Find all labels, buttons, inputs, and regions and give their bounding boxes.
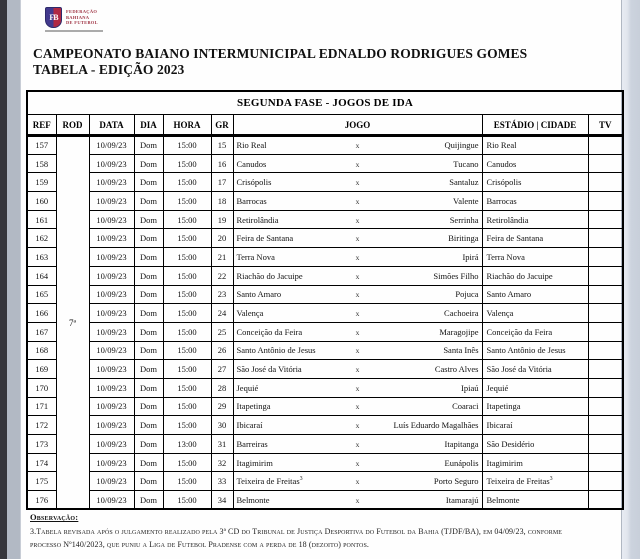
day-cell: Dom: [134, 285, 163, 304]
observacao-note: [30, 526, 624, 551]
ref-cell: 164: [27, 266, 56, 285]
fixture-row: [27, 304, 623, 323]
match-cell: [233, 416, 482, 435]
home-team: Ibicaraí: [236, 420, 263, 431]
stadium-city-cell: Rio Real: [482, 136, 588, 155]
stadium-city-cell: Ibicaraí: [482, 416, 588, 435]
fixture-row: [27, 285, 623, 304]
federation-name-line: DE FUTEBOL: [66, 20, 98, 25]
observacao-note-line-1: 3.Tabela revisada após o julgamento realizado pela 3ª CD do Tribunal de Justiça Desportiva do Futebol da Bahia (TJDF/BA), em 04/09/23, conforme: [30, 527, 563, 536]
day-cell: Dom: [134, 435, 163, 454]
federation-name-line: BAHIANA: [66, 14, 90, 20]
group-cell: 34: [211, 491, 233, 510]
away-team: Ipirá: [462, 251, 479, 262]
stadium-city-cell: Retirolândia: [482, 210, 588, 229]
date-cell: 10/09/23: [89, 266, 134, 285]
away-team: Biritinga: [448, 233, 479, 244]
fixture-row: [27, 248, 623, 267]
ref-cell: 175: [27, 472, 56, 491]
match-cell: [233, 154, 482, 173]
tv-cell: [588, 304, 623, 323]
date-cell: 10/09/23: [89, 173, 134, 192]
day-cell: Dom: [134, 322, 163, 341]
group-cell: 24: [211, 304, 233, 323]
document-title: [33, 46, 527, 77]
time-cell: 15:00: [163, 322, 211, 341]
group-cell: 28: [211, 378, 233, 397]
viewer-right-margin: [622, 0, 640, 559]
group-cell: 17: [211, 173, 233, 192]
home-team: Feira de Santana: [236, 233, 294, 244]
day-cell: Dom: [134, 360, 163, 379]
fixture-row: [27, 453, 623, 472]
match-cell: [233, 210, 482, 229]
versus-mark: x: [355, 234, 360, 244]
federation-name-line: FEDERAÇÃO: [66, 9, 98, 14]
match-cell: [233, 378, 482, 397]
versus-mark: x: [355, 196, 360, 206]
match-cell: [233, 360, 482, 379]
stadium-city-cell: Santo Antônio de Jesus: [482, 341, 588, 360]
time-cell: 15:00: [163, 304, 211, 323]
group-cell: 33: [211, 472, 233, 491]
versus-mark: x: [355, 365, 360, 375]
versus-mark: x: [355, 141, 360, 151]
fixture-row: [27, 229, 623, 248]
away-team: Valente: [453, 195, 479, 206]
away-team: Itapitanga: [444, 438, 479, 449]
col-header-jogo: JOGO: [233, 115, 482, 136]
home-team: Conceição da Feira: [236, 326, 303, 337]
home-team: Retirolândia: [236, 214, 279, 225]
group-cell: 19: [211, 210, 233, 229]
day-cell: Dom: [134, 248, 163, 267]
time-cell: 13:00: [163, 435, 211, 454]
tv-cell: [588, 491, 623, 510]
ref-cell: 160: [27, 192, 56, 211]
home-team: Teixeira de Freitas$^3$: [236, 476, 303, 487]
group-cell: 20: [211, 229, 233, 248]
group-cell: 26: [211, 341, 233, 360]
versus-mark: x: [355, 290, 360, 300]
date-cell: 10/09/23: [89, 360, 134, 379]
time-cell: 15:00: [163, 210, 211, 229]
round-cell: 7ª: [56, 136, 89, 510]
stadium-city-cell: Itapetinga: [482, 397, 588, 416]
time-cell: 15:00: [163, 229, 211, 248]
fixture-row: [27, 341, 623, 360]
away-team: Eunápolis: [444, 457, 479, 468]
date-cell: 10/09/23: [89, 192, 134, 211]
ref-cell: 159: [27, 173, 56, 192]
column-header-row: [27, 115, 623, 136]
ref-cell: 169: [27, 360, 56, 379]
versus-mark: x: [355, 383, 360, 393]
home-team: Belmonte: [236, 494, 270, 505]
ref-cell: 157: [27, 136, 56, 155]
federation-monogram: FB: [49, 13, 58, 22]
away-team: Quijingue: [444, 140, 479, 151]
tv-cell: [588, 322, 623, 341]
group-cell: 23: [211, 285, 233, 304]
match-cell: [233, 491, 482, 510]
phase-banner-row: [27, 91, 623, 115]
match-cell: [233, 322, 482, 341]
fixture-row: [27, 192, 623, 211]
col-header-rod: ROD: [56, 115, 89, 136]
time-cell: 15:00: [163, 378, 211, 397]
away-team: Maragojipe: [439, 326, 479, 337]
phase-banner: SEGUNDA FASE - JOGOS DE IDA: [27, 91, 623, 115]
away-team: Coaraci: [452, 401, 479, 412]
group-cell: 22: [211, 266, 233, 285]
match-cell: [233, 453, 482, 472]
tv-cell: [588, 453, 623, 472]
col-header-ref: REF: [27, 115, 56, 136]
fixture-row: [27, 435, 623, 454]
date-cell: 10/09/23: [89, 229, 134, 248]
ref-cell: 176: [27, 491, 56, 510]
ref-cell: 162: [27, 229, 56, 248]
day-cell: Dom: [134, 304, 163, 323]
group-cell: 31: [211, 435, 233, 454]
group-cell: 15: [211, 136, 233, 155]
match-cell: [233, 173, 482, 192]
col-header-hora: HORA: [163, 115, 211, 136]
fixture-row: [27, 154, 623, 173]
home-team: Santo Antônio de Jesus: [236, 345, 316, 356]
group-cell: 16: [211, 154, 233, 173]
fixture-row: [27, 397, 623, 416]
time-cell: 15:00: [163, 136, 211, 155]
day-cell: Dom: [134, 136, 163, 155]
day-cell: Dom: [134, 491, 163, 510]
away-team: Itamarajú: [445, 494, 479, 505]
federation-shield-icon: [45, 7, 62, 28]
time-cell: 15:00: [163, 341, 211, 360]
time-cell: 15:00: [163, 173, 211, 192]
home-team: Terra Nova: [236, 251, 275, 262]
date-cell: 10/09/23: [89, 453, 134, 472]
day-cell: Dom: [134, 192, 163, 211]
ref-cell: 163: [27, 248, 56, 267]
away-team: Cachoeira: [444, 308, 479, 319]
time-cell: 15:00: [163, 472, 211, 491]
time-cell: 15:00: [163, 397, 211, 416]
match-cell: [233, 285, 482, 304]
ref-cell: 172: [27, 416, 56, 435]
time-cell: 15:00: [163, 360, 211, 379]
date-cell: 10/09/23: [89, 304, 134, 323]
tv-cell: [588, 192, 623, 211]
date-cell: 10/09/23: [89, 397, 134, 416]
tv-cell: [588, 285, 623, 304]
fixture-row: [27, 360, 623, 379]
ref-cell: 165: [27, 285, 56, 304]
stadium-city-cell: Crisópolis: [482, 173, 588, 192]
date-cell: 10/09/23: [89, 210, 134, 229]
col-header-data: DATA: [89, 115, 134, 136]
versus-mark: x: [355, 439, 360, 449]
stadium-city-cell: Teixeira de Freitas$^3$: [482, 472, 588, 491]
day-cell: Dom: [134, 472, 163, 491]
date-cell: 10/09/23: [89, 378, 134, 397]
date-cell: 10/09/23: [89, 322, 134, 341]
away-team: Serrinha: [449, 214, 479, 225]
versus-mark: x: [355, 215, 360, 225]
home-team: Canudos: [236, 158, 267, 169]
viewer-edge-dark: [0, 0, 7, 559]
tv-cell: [588, 266, 623, 285]
stadium-city-cell: São Desidério: [482, 435, 588, 454]
away-team: Santa Inês: [443, 345, 479, 356]
group-cell: 29: [211, 397, 233, 416]
versus-mark: x: [355, 327, 360, 337]
day-cell: Dom: [134, 378, 163, 397]
versus-mark: x: [355, 159, 360, 169]
versus-mark: x: [355, 458, 360, 468]
home-team: Itapetinga: [236, 401, 271, 412]
ref-cell: 166: [27, 304, 56, 323]
ref-cell: 173: [27, 435, 56, 454]
ref-cell: 171: [27, 397, 56, 416]
match-cell: [233, 472, 482, 491]
day-cell: Dom: [134, 341, 163, 360]
stadium-city-cell: Itagimirim: [482, 453, 588, 472]
viewer-edge-light: [7, 0, 20, 559]
versus-mark: x: [355, 402, 360, 412]
versus-mark: x: [355, 252, 360, 262]
away-team: Luís Eduardo Magalhães: [393, 420, 479, 431]
tv-cell: [588, 136, 623, 155]
logo-tagline: [45, 30, 103, 32]
fixture-row: [27, 416, 623, 435]
fixtures-body: [27, 136, 623, 510]
match-cell: [233, 304, 482, 323]
match-cell: [233, 435, 482, 454]
ref-cell: 170: [27, 378, 56, 397]
col-header-gr: GR: [211, 115, 233, 136]
versus-mark: x: [355, 346, 360, 356]
ref-cell: 167: [27, 322, 56, 341]
time-cell: 15:00: [163, 154, 211, 173]
versus-mark: x: [355, 477, 360, 487]
time-cell: 15:00: [163, 453, 211, 472]
home-team: Barrocas: [236, 195, 267, 206]
time-cell: 15:00: [163, 491, 211, 510]
observacao-note-line-2: processo Nº140/2023, que puniu a Liga de Futebol Pradense com a perda de 18 (dezoito) pontos.: [30, 539, 370, 549]
date-cell: 10/09/23: [89, 248, 134, 267]
ref-cell: 158: [27, 154, 56, 173]
versus-mark: x: [355, 271, 360, 281]
federation-logo: [45, 7, 135, 35]
stadium-city-cell: Santo Amaro: [482, 285, 588, 304]
stadium-city-cell: Feira de Santana: [482, 229, 588, 248]
group-cell: 32: [211, 453, 233, 472]
date-cell: 10/09/23: [89, 285, 134, 304]
match-cell: [233, 266, 482, 285]
day-cell: Dom: [134, 397, 163, 416]
col-header-dia: DIA: [134, 115, 163, 136]
stadium-city-cell: São José da Vitória: [482, 360, 588, 379]
home-team: Riachão do Jacuipe: [236, 270, 303, 281]
versus-mark: x: [355, 178, 360, 188]
versus-mark: x: [355, 495, 360, 505]
date-cell: 10/09/23: [89, 341, 134, 360]
day-cell: Dom: [134, 266, 163, 285]
stadium-city-cell: Conceição da Feira: [482, 322, 588, 341]
home-team: Valença: [236, 308, 264, 319]
home-team: Rio Real: [236, 140, 267, 151]
tv-cell: [588, 173, 623, 192]
time-cell: 15:00: [163, 416, 211, 435]
day-cell: Dom: [134, 229, 163, 248]
match-cell: [233, 229, 482, 248]
federation-name: [66, 9, 98, 26]
date-cell: 10/09/23: [89, 136, 134, 155]
fixture-row: [27, 472, 623, 491]
group-cell: 30: [211, 416, 233, 435]
stadium-city-cell: Canudos: [482, 154, 588, 173]
date-cell: 10/09/23: [89, 491, 134, 510]
stadium-city-cell: Terra Nova: [482, 248, 588, 267]
match-cell: [233, 136, 482, 155]
away-team: Pojuca: [455, 289, 479, 300]
group-cell: 21: [211, 248, 233, 267]
fixture-row: [27, 266, 623, 285]
day-cell: Dom: [134, 154, 163, 173]
tv-cell: [588, 229, 623, 248]
col-header-tv: TV: [588, 115, 623, 136]
observacao-label: Observação:: [30, 512, 79, 522]
day-cell: Dom: [134, 416, 163, 435]
time-cell: 15:00: [163, 266, 211, 285]
home-team: Barreiras: [236, 438, 268, 449]
title-line-1: CAMPEONATO BAIANO INTERMUNICIPAL EDNALDO RODRIGUES GOMES: [33, 46, 528, 61]
date-cell: 10/09/23: [89, 435, 134, 454]
fixture-row: [27, 210, 623, 229]
match-cell: [233, 397, 482, 416]
date-cell: 10/09/23: [89, 154, 134, 173]
stadium-city-cell: Riachão do Jacuipe: [482, 266, 588, 285]
tv-cell: [588, 360, 623, 379]
tv-cell: [588, 154, 623, 173]
home-team: Jequié: [236, 382, 259, 393]
title-line-2: TABELA - EDIÇÃO 2023: [33, 61, 185, 77]
day-cell: Dom: [134, 210, 163, 229]
time-cell: 15:00: [163, 248, 211, 267]
away-team: Porto Seguro: [433, 476, 479, 487]
tv-cell: [588, 248, 623, 267]
time-cell: 15:00: [163, 285, 211, 304]
group-cell: 27: [211, 360, 233, 379]
tv-cell: [588, 472, 623, 491]
match-cell: [233, 248, 482, 267]
away-team: Ipiaú: [461, 382, 479, 393]
ref-cell: 174: [27, 453, 56, 472]
group-cell: 25: [211, 322, 233, 341]
match-cell: [233, 341, 482, 360]
document-page: [20, 0, 622, 559]
stadium-city-cell: Valença: [482, 304, 588, 323]
footer-observation: [30, 512, 624, 551]
fixture-row: [27, 322, 623, 341]
day-cell: Dom: [134, 173, 163, 192]
home-team: Crisópolis: [236, 177, 272, 188]
fixture-row: [27, 173, 623, 192]
match-cell: [233, 192, 482, 211]
col-header-est-dio-cidade: ESTÁDIO | CIDADE: [482, 115, 588, 136]
stadium-city-cell: Barrocas: [482, 192, 588, 211]
home-team: São José da Vitória: [236, 364, 302, 375]
group-cell: 18: [211, 192, 233, 211]
tv-cell: [588, 210, 623, 229]
tv-cell: [588, 341, 623, 360]
ref-cell: 161: [27, 210, 56, 229]
stadium-city-cell: Jequié: [482, 378, 588, 397]
versus-mark: x: [355, 421, 360, 431]
date-cell: 10/09/23: [89, 416, 134, 435]
away-team: Castro Alves: [434, 364, 479, 375]
fixture-row: [27, 378, 623, 397]
fixture-row: [27, 136, 623, 155]
tv-cell: [588, 435, 623, 454]
fixture-row: [27, 491, 623, 510]
tv-cell: [588, 378, 623, 397]
versus-mark: x: [355, 309, 360, 319]
away-team: Santaluz: [449, 177, 479, 188]
stadium-city-cell: Belmonte: [482, 491, 588, 510]
day-cell: Dom: [134, 453, 163, 472]
fixtures-table: [26, 90, 624, 510]
ref-cell: 168: [27, 341, 56, 360]
away-team: Simões Filho: [433, 270, 479, 281]
time-cell: 15:00: [163, 192, 211, 211]
home-team: Santo Amaro: [236, 289, 282, 300]
date-cell: 10/09/23: [89, 472, 134, 491]
away-team: Tucano: [453, 158, 479, 169]
tv-cell: [588, 397, 623, 416]
home-team: Itagimirim: [236, 457, 273, 468]
tv-cell: [588, 416, 623, 435]
